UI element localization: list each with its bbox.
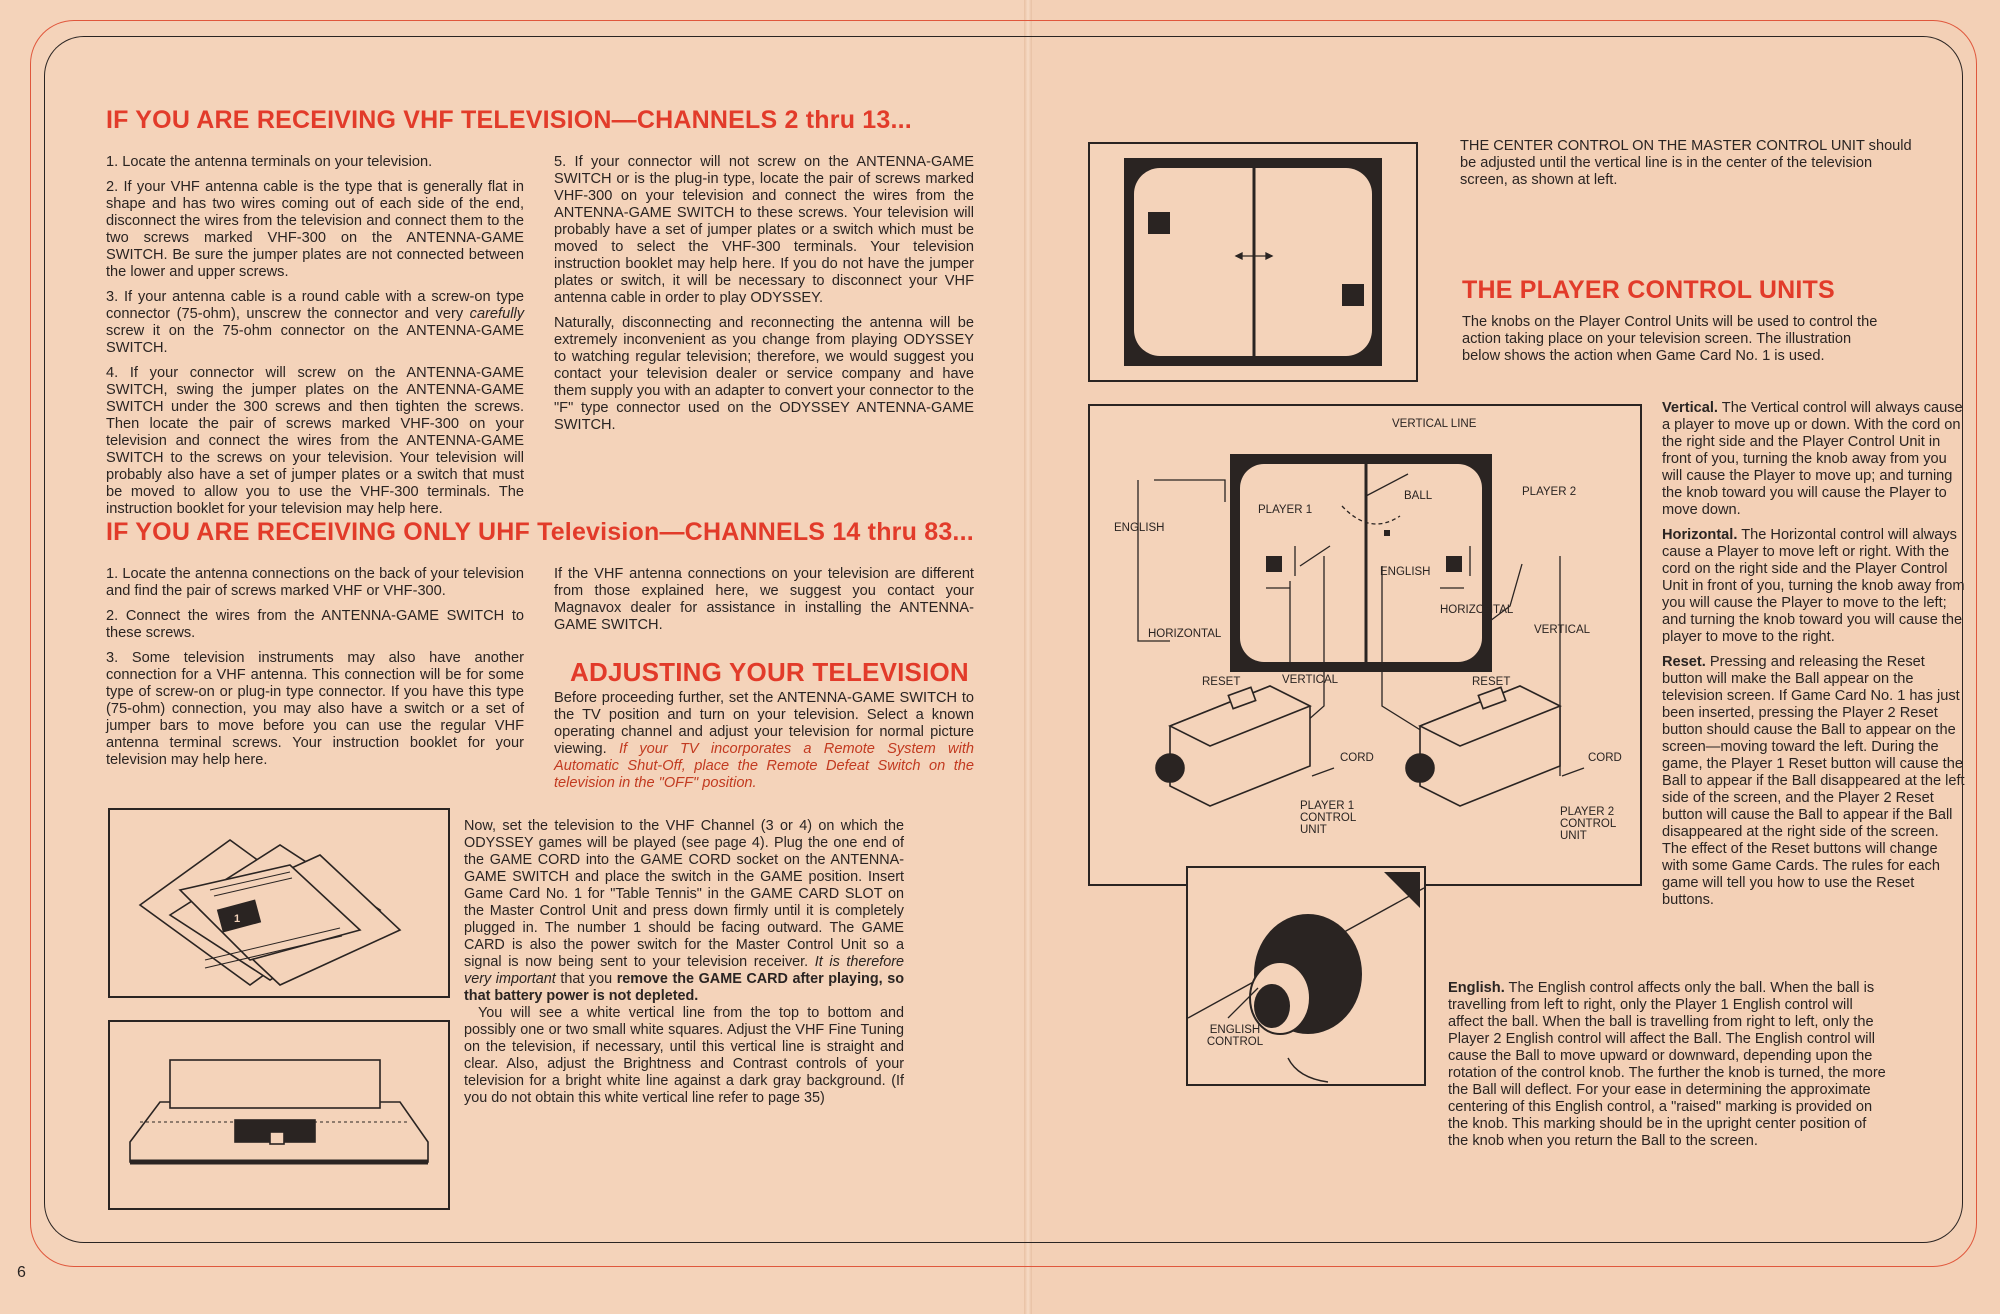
horizontal-description: Horizontal. The Horizontal control will always cause a Player to move left or right. With the cord on the right side and the Player Control Unit in front of you, turning the knob away from you will cause the Player to move to the left; and turning the knob toward you will cause the player to move to the right. xyxy=(1662,527,1965,645)
uhf-column-right xyxy=(554,566,974,642)
vhf-column-right xyxy=(554,154,974,442)
center-control-note: THE CENTER CONTROL ON THE MASTER CONTROL UNIT should be adjusted until the vertical line is in the center of the television screen, as shown at left. xyxy=(1460,138,1912,188)
vhf-note: Naturally, disconnecting and reconnecting the antenna will be extremely inconvenient as you change from playing ODYSSEY to watching regular television; therefore, we would suggest you contact your television dealer or service company and have them supply you with an adapter to convert your connector to the "F" type connector used on the ODYSSEY ANTENNA-GAME SWITCH. xyxy=(554,315,974,433)
label-player-1: PLAYER 1 xyxy=(1258,504,1313,516)
game-cards-illustration xyxy=(108,808,450,998)
player-intro: The knobs on the Player Control Units will be used to control the action taking place on your television screen. The illustration below shows the action when Game Card No. 1 is used. xyxy=(1462,314,1878,364)
label-player-2: PLAYER 2 xyxy=(1522,486,1577,498)
vertical-description: Vertical. The Vertical control will always cause a player to move up or down. With the cord on the right side and the Player Control Unit in front of you, turning the knob away from you will cause the Player to move up; and turning the knob toward you will cause the Player to move down. xyxy=(1662,400,1963,518)
vhf-step-1: 1. Locate the antenna terminals on your television. xyxy=(106,154,433,170)
label-vertical-left: VERTICAL xyxy=(1282,674,1339,686)
label-player-1-unit: PLAYER 1 CONTROL UNIT xyxy=(1300,800,1356,836)
page-number: 6 xyxy=(17,1264,26,1281)
tv-screen-illustration xyxy=(1088,142,1418,382)
uhf-note: If the VHF antenna connections on your television are different from those explained here, we suggest you contact your Magnavox dealer for assistance in installing the ANTENNA-GAME SWITCH. xyxy=(554,566,974,633)
uhf-step-1: 1. Locate the antenna connections on the back of your television and find the pair of screws marked VHF or VHF-300. xyxy=(106,566,524,599)
uhf-heading: IF YOU ARE RECEIVING ONLY UHF Television—CHANNELS 14 thru 83... xyxy=(106,518,974,546)
english-control-illustration xyxy=(1186,866,1426,1086)
adjust-paragraph-2: Now, set the television to the VHF Channel (3 or 4) on which the ODYSSEY games will be played (see page 4). Plug the one end of the GAME CORD into the GAME CORD socket on the ANTENNA-GAME SWITCH and place the switch in the GAME position. Insert Game Card No. 1 for "Table Tennis" in the GAME CARD SLOT on the Master Control Unit and press down firmly until it is completely plugged in. The number 1 should be facing outward. The GAME CARD is also the power switch for the Master Control Unit so a signal is now being sent to your television receiver. It is therefore very important that you remove the GAME CARD after playing, so that battery power is not depleted. xyxy=(464,818,905,1004)
adjust-heading: ADJUSTING YOUR TELEVISION xyxy=(570,657,969,687)
uhf-column-left xyxy=(106,566,524,777)
adjust-paragraph-3: You will see a white vertical line from the top to bottom and possibly one or two small white squares. Adjust the VHF Fine Tuning on the television, if necessary, until this vertical line is straight and clear. Also, adjust the Brightness and Contrast controls of your television for a bright white line against a dark gray background. (If you do not obtain this white vertical line refer to page 35) xyxy=(464,1005,904,1106)
label-english-left: ENGLISH xyxy=(1114,522,1165,534)
label-reset-right: RESET xyxy=(1472,676,1511,688)
control-descriptions xyxy=(1662,400,1966,917)
card-number-label: 1 xyxy=(234,913,241,925)
label-english-control: ENGLISH CONTROL xyxy=(1206,1024,1264,1048)
label-reset-left: RESET xyxy=(1202,676,1241,688)
label-vertical-line: VERTICAL LINE xyxy=(1392,418,1477,430)
vhf-heading: IF YOU ARE RECEIVING VHF TELEVISION—CHANNELS 2 thru 13... xyxy=(106,106,912,134)
label-english-right: ENGLISH xyxy=(1380,566,1431,578)
player-heading: THE PLAYER CONTROL UNITS xyxy=(1462,276,1835,304)
label-horizontal-left: HORIZONTAL xyxy=(1148,628,1222,640)
label-player-2-unit: PLAYER 2 CONTROL UNIT xyxy=(1560,806,1616,842)
adjust-body xyxy=(464,818,904,1107)
vhf-step-2: 2. If your VHF antenna cable is the type that is generally flat in shape and has two wires coming out of each side of the end, disconnect the wires from the television and connect them to the two screws marked VHF-300 on the ANTENNA-GAME SWITCH. Be sure the jumper plates are not connected between the lower and upper screws. xyxy=(106,179,524,280)
vhf-step-4: 4. If your connector will screw on the ANTENNA-GAME SWITCH, swing the jumper plates on the ANTENNA-GAME SWITCH under the 300 screws and then tighten the screws. Then locate the pair of screws marked VHF-300 on your television and connect the wires from the ANTENNA-GAME SWITCH to the screws on your television. Your television will probably also have a set of jumper plates or a switch that must be moved to allow you to use the VHF-300 terminals. The instruction booklet for your television may help here. xyxy=(106,365,524,517)
label-horizontal-right: HORIZONTAL xyxy=(1440,604,1514,616)
english-description: English. The English control affects only the ball. When the ball is travelling from left to right, only the Player 1 English control will affect the ball. When the ball is travelling from right to left, only the Player 2 English control will affect the Ball. The English control will cause the Ball to move upward or downward, depending upon the rotation of the control knob. The further the knob is turned, the more the Ball will deflect. For your ease in determining the approximate centering of this English control, a "raised" marking is provided on the knob. This marking should be in the upright center position of the knob when you return the Ball to the screen. xyxy=(1448,980,1886,1149)
label-ball: BALL xyxy=(1404,490,1433,502)
english-knob-drawing xyxy=(1188,868,1424,1084)
label-vertical-right: VERTICAL xyxy=(1534,624,1591,636)
master-control-drawing xyxy=(110,1022,448,1208)
vhf-step-5: 5. If your connector will not screw on the ANTENNA-GAME SWITCH or is the plug-in type, locate the pair of screws marked VHF-300 on your television and connect the wires from the ANTENNA-GAME SWITCH to these screws. Your television will probably have a set of jumper plates or a switch which must be moved to select the VHF-300 terminals. Your television instruction booklet may help here. If you do not have the jumper plates or switch, it will be necessary to disconnect your VHF antenna cable in order to play ODYSSEY. xyxy=(554,154,974,306)
uhf-step-3: 3. Some television instruments may also have another connection for a VHF antenna. This connection will be for some type of screw-on or plug-in type connector. If you have this type (75-ohm) connection, you may also have a switch or a set of jumper bars to move before you can use the regular VHF antenna terminal screws. Your instruction booklet for your television may help here. xyxy=(106,650,524,768)
reset-description: Reset. Pressing and releasing the Reset button will make the Ball appear on the television screen. If Game Card No. 1 has just been inserted, pressing the Player 2 Reset button should cause the Ball to appear on the screen—moving toward the left. During the game, the Player 1 Reset button will cause the Ball to appear if the Ball disappeared at the left side of the screen, and the Player 2 Reset button will cause the Ball to appear if the Ball disappeared at the right side of the screen. The effect of the Reset buttons will change with some Game Cards. The rules for each game will tell you how to use the Reset buttons. xyxy=(1662,654,1965,908)
vhf-step-3: 3. If your antenna cable is a round cable with a screw-on type connector (75-ohm), unscrew the connector and very carefully screw it on the 75-ohm connector on the ANTENNA-GAME SWITCH. xyxy=(106,289,524,356)
master-control-illustration xyxy=(108,1020,450,1210)
game-cards-drawing xyxy=(110,810,448,996)
label-cord-right: CORD xyxy=(1588,752,1622,764)
uhf-step-2: 2. Connect the wires from the ANTENNA-GAME SWITCH to these screws. xyxy=(106,608,524,641)
player-controls-diagram xyxy=(1088,404,1642,886)
label-cord-left: CORD xyxy=(1340,752,1374,764)
tv-screen-drawing xyxy=(1090,144,1416,380)
vhf-column-left xyxy=(106,154,524,526)
adjust-intro: Before proceeding further, set the ANTENNA-GAME SWITCH to the TV position and turn on your television. Select a known operating channel and adjust your television for normal picture viewing. If your TV incorporates a Remote System with Automatic Shut-Off, place the Remote Defeat Switch on the television in the "OFF" position. xyxy=(554,690,974,791)
